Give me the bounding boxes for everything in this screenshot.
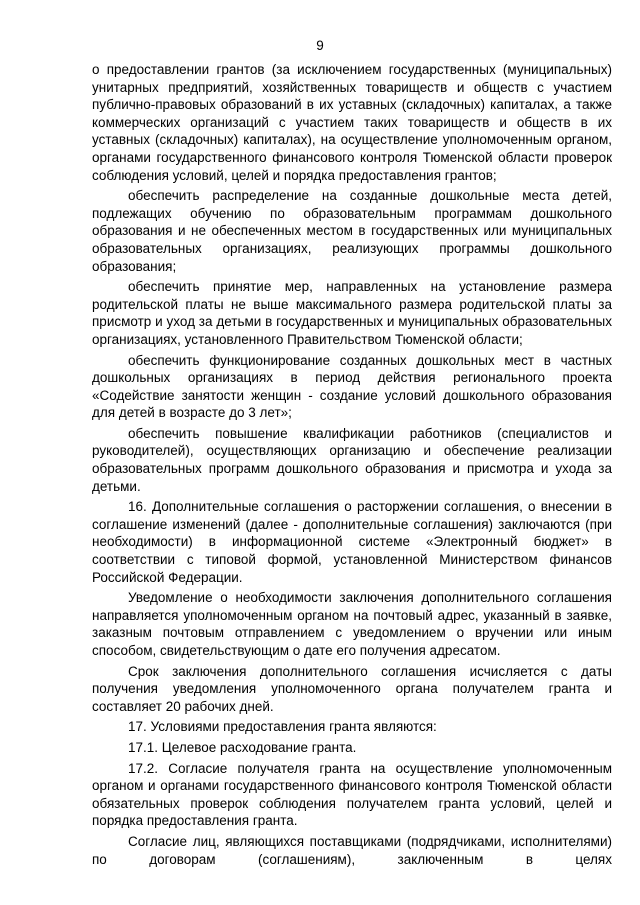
paragraph-term: Срок заключения дополнительного соглашения исчисляется с даты получения уведомления уполномоченного органа получателем гранта и составляет 20 рабочих дней. bbox=[92, 663, 612, 714]
paragraph-functioning: обеспечить функционирование созданных дошкольных мест в частных дошкольных организациях в период действия регионального проекта «Содействие занятости женщин - создание условий дошкольного образования для детей в возрасте до 3 лет»; bbox=[92, 352, 612, 421]
paragraph-17-conditions: 17. Условиями предоставления гранта являются: bbox=[128, 719, 437, 735]
paragraph-distribution: обеспечить распределение на созданные дошкольные места детей, подлежащих обучению по образовательным программам дошкольного образования и не обеспеченных местом в государственных или муниципальных образовательных организациях, реализующих программы дошкольного образования; bbox=[92, 188, 612, 274]
paragraph-17-2: 17.2. Согласие получателя гранта на осуществление уполномоченным органом и органами государственного финансового контроля Тюменской области обязательных проверок соблюдения получателем гранта условий, целей и порядка предоставления гранта. bbox=[92, 760, 612, 829]
paragraph-17-1: 17.1. Целевое расходование гранта. bbox=[128, 739, 357, 755]
page-number: 9 bbox=[316, 38, 324, 53]
paragraph-parental-fee: обеспечить принятие мер, направленных на установление размера родительской платы не выше максимального размера родительской платы за присмотр и уход за детьми в государственных и муниципальных образовательных организациях, установленного Правительством Тюменской области; bbox=[92, 279, 612, 347]
paragraph-notification: Уведомление о необходимости заключения дополнительного соглашения направляется уполномоченным органом на почтовый адрес, указанный в заявке, заказным почтовым отправлением с уведомлением о вручении или иным способом, свидетельствующим о дате его получения адресатом. bbox=[92, 590, 612, 658]
paragraph-grant-provision: о предоставлении грантов (за исключением государственных (муниципальных) унитарных предприятий, хозяйственных товариществ и обществ с участием публично-правовых образований в их уставных (складочных) капиталах, а также коммерческих организаций с участием таких товариществ и обществ в их уставных (складочных) капиталах), на осуществление уполномоченным органом, органами государственного финансового контроля Тюменской области проверок соблюдения условий, целей и порядка предоставления грантов; bbox=[92, 62, 612, 183]
document-body bbox=[92, 61, 612, 871]
paragraph-16-additional-agreements: 16. Дополнительные соглашения о расторжении соглашения, о внесении в соглашение изменений (далее - дополнительные соглашения) заключаются (при необходимости) в информационной системе «Электронный бюджет» в соответствии с типовой формой, установленной Министерством финансов Российской Федерации. bbox=[92, 499, 612, 585]
paragraph-consent: Согласие лиц, являющихся поставщиками (подрядчиками, исполнителями) по договорам (соглашениям), заключенным в целях bbox=[92, 833, 612, 867]
paragraph-qualification: обеспечить повышение квалификации работников (специалистов и руководителей), осуществляющих организацию и обеспечение реализации образовательных программ дошкольного образования и присмотра и ухода за детьми. bbox=[92, 425, 612, 494]
